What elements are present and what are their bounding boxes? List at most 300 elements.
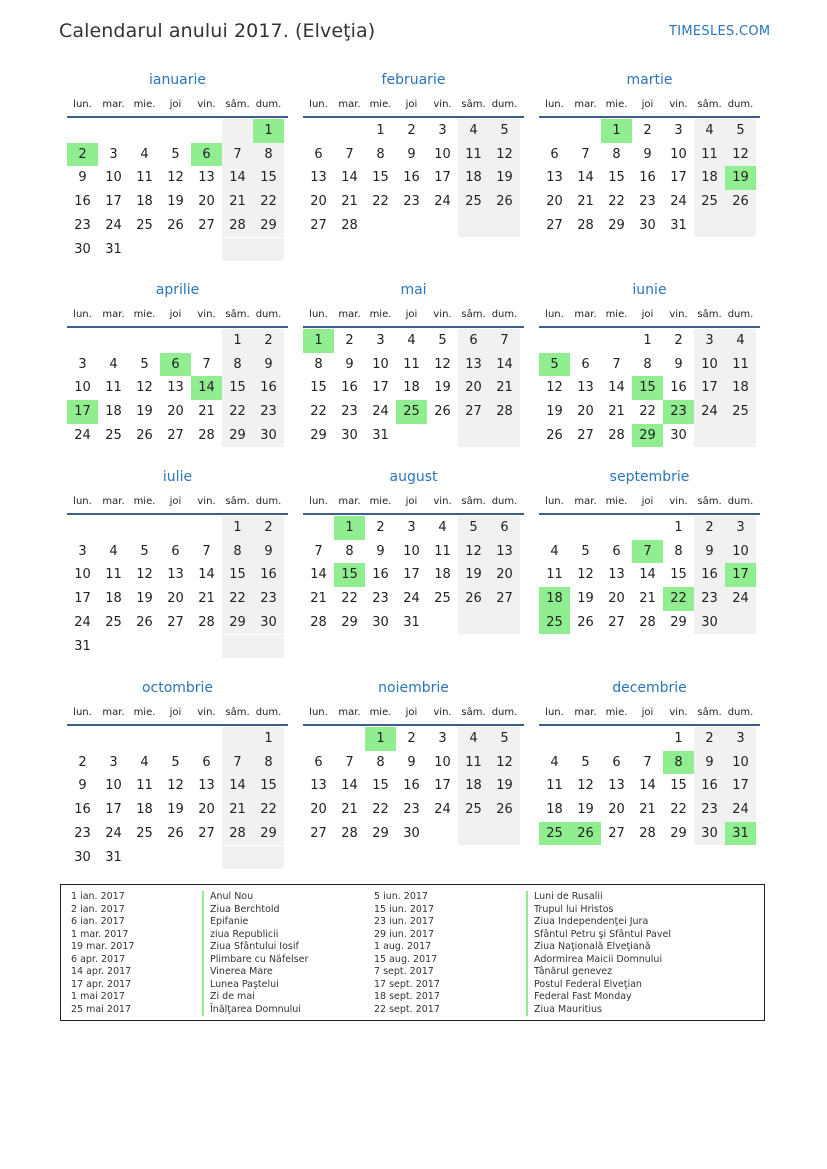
legend-date: 15 iun. 2017 [374, 903, 435, 915]
day-cell: 14 [639, 778, 656, 794]
empty-weekend-cell [489, 822, 520, 846]
day-cell: 9 [78, 170, 87, 186]
day-cell: 25 [694, 190, 725, 214]
day-cell: 27 [458, 400, 489, 424]
day-cell: 26 [489, 190, 520, 214]
month-rule [539, 116, 760, 118]
day-cell: 12 [167, 170, 184, 186]
month-rule [303, 116, 524, 118]
day-cell: 8 [643, 356, 652, 372]
weekday-label: vin. [433, 309, 452, 320]
day-cell: 3 [725, 516, 756, 540]
day-cell: 21 [577, 194, 594, 210]
day-cell: 5 [539, 353, 570, 377]
day-cell: 7 [345, 146, 354, 162]
day-cell: 1 [303, 329, 334, 353]
legend-name: Ziua Independenţei Jura [534, 916, 649, 927]
legend-date: 6 apr. 2017 [71, 953, 126, 965]
brand-link[interactable]: TIMESLES.COM [669, 24, 771, 39]
empty-weekend-cell [458, 214, 489, 238]
empty-weekend-cell [725, 424, 756, 448]
weekday-label: lun. [545, 309, 564, 320]
legend-name: Plimbare cu Näfelser [210, 953, 309, 965]
weekday-label: joi [405, 309, 418, 320]
empty-weekend-cell [458, 424, 489, 448]
day-cell: 17 [74, 591, 91, 607]
day-cell: 2 [643, 123, 652, 138]
weekday-label: joi [641, 496, 654, 507]
weekday-label: joi [641, 309, 654, 320]
day-cell: 17 [67, 400, 98, 424]
day-cell: 15 [632, 376, 663, 400]
day-cell: 26 [434, 404, 451, 420]
day-cell: 13 [310, 170, 327, 186]
day-cell: 18 [539, 587, 570, 611]
day-cell: 31 [105, 241, 122, 257]
weekday-label: sâm. [225, 707, 250, 718]
month-name: noiembrie [378, 680, 449, 696]
day-cell: 17 [105, 802, 122, 818]
day-cell: 22 [341, 591, 358, 607]
day-cell: 24 [670, 194, 687, 210]
legend-name: Ziua Mauritius [534, 1003, 602, 1015]
day-cell: 17 [434, 778, 451, 794]
day-cell: 7 [202, 356, 211, 372]
day-cell: 27 [310, 825, 327, 841]
weekday-label: dum. [727, 707, 754, 718]
day-cell: 11 [136, 170, 153, 186]
day-cell: 23 [74, 217, 91, 233]
weekday-label: vin. [433, 707, 452, 718]
day-cell: 9 [253, 540, 284, 564]
day-cell: 15 [253, 166, 284, 190]
day-cell: 10 [725, 540, 756, 564]
day-cell: 9 [694, 540, 725, 564]
legend-name: Trupul lui Hristos [534, 903, 614, 915]
day-cell: 27 [608, 614, 625, 630]
day-cell: 12 [136, 380, 153, 396]
legend-name: Tânărul genevez [534, 966, 613, 977]
day-cell: 18 [105, 591, 122, 607]
legend-date: 2 ian. 2017 [71, 903, 125, 915]
day-cell: 28 [639, 825, 656, 841]
day-cell: 23 [253, 400, 284, 424]
day-cell: 3 [78, 356, 87, 372]
legend-date: 1 mar. 2017 [71, 928, 129, 940]
day-cell: 15 [310, 380, 327, 396]
month-rule [303, 326, 524, 328]
day-cell: 19 [167, 802, 184, 818]
day-cell: 19 [489, 774, 520, 798]
day-cell: 24 [105, 825, 122, 841]
day-cell: 14 [489, 353, 520, 377]
day-cell: 1 [601, 119, 632, 143]
weekday-label: joi [405, 99, 418, 110]
weekday-label: vin. [669, 309, 688, 320]
day-cell: 29 [670, 614, 687, 630]
legend-date: 1 mai 2017 [71, 991, 125, 1002]
empty-weekend-cell [725, 611, 756, 635]
weekday-label: mie. [133, 309, 156, 320]
day-cell: 13 [608, 567, 625, 583]
day-cell: 20 [577, 404, 594, 420]
day-cell: 7 [345, 754, 354, 770]
day-cell: 2 [345, 333, 354, 348]
day-cell: 11 [546, 567, 563, 583]
day-cell: 4 [458, 119, 489, 143]
legend-color-bar [526, 891, 528, 1016]
weekday-label: joi [405, 496, 418, 507]
empty-weekend-cell [253, 238, 284, 262]
day-cell: 8 [345, 543, 354, 559]
weekday-label: lun. [545, 707, 564, 718]
day-cell: 19 [136, 591, 153, 607]
day-cell: 30 [372, 614, 389, 630]
day-cell: 16 [694, 774, 725, 798]
day-cell: 12 [167, 778, 184, 794]
day-cell: 3 [725, 727, 756, 751]
day-cell: 10 [694, 353, 725, 377]
day-cell: 16 [403, 170, 420, 186]
day-cell: 1 [674, 520, 683, 535]
month-rule [303, 513, 524, 515]
weekday-label: lun. [545, 99, 564, 110]
day-cell: 17 [694, 376, 725, 400]
day-cell: 1 [253, 727, 284, 751]
day-cell: 11 [105, 380, 122, 396]
legend-date: 23 iun. 2017 [374, 916, 435, 927]
day-cell: 29 [341, 614, 358, 630]
day-cell: 11 [105, 567, 122, 583]
day-cell: 18 [546, 802, 563, 818]
day-cell: 13 [198, 778, 215, 794]
day-cell: 12 [136, 567, 153, 583]
day-cell: 12 [725, 143, 756, 167]
day-cell: 26 [546, 427, 563, 443]
weekday-label: mar. [574, 309, 597, 320]
day-cell: 21 [310, 591, 327, 607]
day-cell: 27 [489, 587, 520, 611]
day-cell: 13 [458, 353, 489, 377]
weekday-label: dum. [727, 309, 754, 320]
weekday-label: lun. [309, 99, 328, 110]
day-cell: 13 [577, 380, 594, 396]
weekday-label: mie. [369, 309, 392, 320]
day-cell: 15 [670, 567, 687, 583]
weekday-label: mie. [133, 99, 156, 110]
weekday-label: mie. [369, 496, 392, 507]
day-cell: 15 [222, 376, 253, 400]
weekday-label: mie. [605, 496, 628, 507]
legend-name: Adormirea Maicii Domnului [534, 953, 663, 965]
day-cell: 5 [171, 754, 180, 770]
weekday-label: vin. [433, 99, 452, 110]
day-cell: 14 [341, 170, 358, 186]
day-cell: 30 [341, 427, 358, 443]
day-cell: 16 [341, 380, 358, 396]
day-cell: 17 [372, 380, 389, 396]
day-cell: 1 [376, 123, 385, 138]
day-cell: 27 [198, 217, 215, 233]
month-name: aprilie [155, 282, 200, 298]
day-cell: 6 [191, 143, 222, 167]
weekday-label: mar. [574, 707, 597, 718]
month-rule [539, 724, 760, 726]
day-cell: 10 [403, 543, 420, 559]
day-cell: 18 [105, 404, 122, 420]
weekday-label: joi [169, 309, 182, 320]
day-cell: 9 [643, 146, 652, 162]
weekday-label: mie. [369, 707, 392, 718]
day-cell: 14 [198, 567, 215, 583]
day-cell: 26 [570, 822, 601, 846]
day-cell: 11 [725, 353, 756, 377]
day-cell: 20 [608, 591, 625, 607]
day-cell: 1 [253, 119, 284, 143]
day-cell: 27 [167, 614, 184, 630]
day-cell: 22 [663, 587, 694, 611]
day-cell: 5 [581, 754, 590, 770]
day-cell: 11 [694, 143, 725, 167]
day-cell: 1 [222, 516, 253, 540]
weekday-label: vin. [197, 99, 216, 110]
day-cell: 14 [341, 778, 358, 794]
day-cell: 9 [407, 146, 416, 162]
day-cell: 26 [136, 427, 153, 443]
day-cell: 16 [639, 170, 656, 186]
day-cell: 28 [608, 427, 625, 443]
day-cell: 20 [310, 194, 327, 210]
day-cell: 13 [608, 778, 625, 794]
empty-weekend-cell [222, 727, 253, 751]
day-cell: 24 [434, 194, 451, 210]
day-cell: 30 [670, 427, 687, 443]
day-cell: 12 [434, 356, 451, 372]
weekday-label: lun. [309, 707, 328, 718]
weekday-label: lun. [73, 707, 92, 718]
day-cell: 11 [546, 778, 563, 794]
day-cell: 6 [458, 329, 489, 353]
weekday-label: dum. [727, 496, 754, 507]
day-cell: 21 [639, 591, 656, 607]
day-cell: 4 [140, 754, 149, 770]
weekday-label: dum. [491, 496, 518, 507]
day-cell: 24 [403, 591, 420, 607]
day-cell: 6 [171, 543, 180, 559]
day-cell: 15 [670, 778, 687, 794]
weekday-label: mar. [102, 707, 125, 718]
day-cell: 28 [310, 614, 327, 630]
day-cell: 4 [550, 543, 559, 559]
day-cell: 25 [105, 427, 122, 443]
day-cell: 26 [167, 217, 184, 233]
weekday-label: lun. [73, 99, 92, 110]
day-cell: 19 [725, 166, 756, 190]
legend-color-bar [202, 891, 204, 1016]
day-cell: 4 [438, 520, 447, 535]
day-cell: 8 [222, 540, 253, 564]
day-cell: 28 [489, 400, 520, 424]
day-cell: 22 [253, 798, 284, 822]
day-cell: 25 [539, 611, 570, 635]
day-cell: 12 [458, 540, 489, 564]
day-cell: 15 [372, 170, 389, 186]
day-cell: 15 [372, 778, 389, 794]
day-cell: 1 [222, 329, 253, 353]
empty-weekend-cell [489, 611, 520, 635]
empty-weekend-cell [222, 846, 253, 870]
weekday-label: dum. [727, 99, 754, 110]
day-cell: 21 [222, 190, 253, 214]
day-cell: 15 [253, 774, 284, 798]
day-cell: 23 [74, 825, 91, 841]
day-cell: 30 [74, 849, 91, 865]
day-cell: 14 [577, 170, 594, 186]
empty-weekend-cell [222, 119, 253, 143]
weekday-label: mar. [102, 309, 125, 320]
day-cell: 25 [458, 798, 489, 822]
day-cell: 23 [694, 587, 725, 611]
weekday-label: joi [169, 707, 182, 718]
day-cell: 6 [160, 353, 191, 377]
day-cell: 25 [136, 825, 153, 841]
day-cell: 9 [376, 543, 385, 559]
day-cell: 6 [581, 356, 590, 372]
day-cell: 31 [105, 849, 122, 865]
weekday-label: mar. [338, 707, 361, 718]
weekday-label: vin. [669, 99, 688, 110]
day-cell: 22 [639, 404, 656, 420]
day-cell: 28 [341, 825, 358, 841]
day-cell: 17 [670, 170, 687, 186]
weekday-label: mar. [102, 99, 125, 110]
day-cell: 23 [372, 591, 389, 607]
legend-date: 25 mai 2017 [71, 1003, 132, 1015]
day-cell: 10 [670, 146, 687, 162]
day-cell: 30 [694, 822, 725, 846]
day-cell: 12 [546, 380, 563, 396]
day-cell: 5 [171, 146, 180, 162]
day-cell: 21 [489, 376, 520, 400]
day-cell: 10 [434, 146, 451, 162]
day-cell: 22 [372, 802, 389, 818]
day-cell: 3 [376, 333, 385, 348]
day-cell: 8 [376, 754, 385, 770]
day-cell: 14 [222, 774, 253, 798]
day-cell: 3 [109, 146, 118, 162]
day-cell: 18 [136, 194, 153, 210]
day-cell: 5 [140, 356, 149, 372]
legend-date: 1 aug. 2017 [374, 941, 432, 952]
month-name: iunie [632, 282, 667, 298]
day-cell: 12 [577, 778, 594, 794]
weekday-label: joi [169, 99, 182, 110]
weekday-label: vin. [197, 707, 216, 718]
weekday-label: sâm. [225, 99, 250, 110]
day-cell: 20 [198, 194, 215, 210]
empty-weekend-cell [489, 214, 520, 238]
weekday-label: sâm. [697, 707, 722, 718]
day-cell: 23 [341, 404, 358, 420]
day-cell: 17 [434, 170, 451, 186]
day-cell: 6 [550, 146, 559, 162]
weekday-label: mar. [102, 496, 125, 507]
legend-date: 29 iun. 2017 [374, 928, 435, 940]
weekday-label: mie. [133, 707, 156, 718]
empty-weekend-cell [222, 238, 253, 262]
day-cell: 8 [612, 146, 621, 162]
day-cell: 7 [632, 540, 663, 564]
day-cell: 10 [434, 754, 451, 770]
day-cell: 22 [253, 190, 284, 214]
day-cell: 2 [694, 727, 725, 751]
day-cell: 21 [608, 404, 625, 420]
day-cell: 27 [608, 825, 625, 841]
weekday-label: mie. [605, 309, 628, 320]
day-cell: 29 [670, 825, 687, 841]
day-cell: 16 [670, 380, 687, 396]
day-cell: 8 [253, 143, 284, 167]
day-cell: 24 [725, 798, 756, 822]
day-cell: 25 [136, 217, 153, 233]
day-cell: 10 [105, 778, 122, 794]
day-cell: 23 [663, 400, 694, 424]
day-cell: 26 [136, 614, 153, 630]
day-cell: 23 [403, 802, 420, 818]
month-rule [67, 326, 288, 328]
day-cell: 4 [725, 329, 756, 353]
empty-weekend-cell [458, 822, 489, 846]
weekday-label: sâm. [225, 496, 250, 507]
day-cell: 7 [202, 543, 211, 559]
legend-date: 6 ian. 2017 [71, 916, 125, 927]
day-cell: 19 [136, 404, 153, 420]
month-rule [303, 724, 524, 726]
day-cell: 10 [725, 751, 756, 775]
day-cell: 9 [78, 778, 87, 794]
day-cell: 15 [334, 563, 365, 587]
day-cell: 28 [222, 214, 253, 238]
day-cell: 30 [253, 424, 284, 448]
day-cell: 21 [639, 802, 656, 818]
day-cell: 18 [458, 166, 489, 190]
day-cell: 10 [105, 170, 122, 186]
day-cell: 17 [105, 194, 122, 210]
month-name: martie [626, 72, 673, 88]
day-cell: 29 [608, 217, 625, 233]
weekday-label: mie. [369, 99, 392, 110]
day-cell: 23 [253, 587, 284, 611]
month-name: decembrie [612, 680, 687, 696]
day-cell: 24 [105, 217, 122, 233]
day-cell: 14 [608, 380, 625, 396]
legend-date: 18 sept. 2017 [374, 991, 440, 1002]
weekday-label: vin. [197, 496, 216, 507]
day-cell: 23 [694, 798, 725, 822]
empty-weekend-cell [489, 424, 520, 448]
legend-name: Epifanie [210, 916, 249, 927]
weekday-label: mar. [338, 309, 361, 320]
day-cell: 5 [489, 727, 520, 751]
day-cell: 29 [372, 825, 389, 841]
day-cell: 31 [670, 217, 687, 233]
day-cell: 8 [253, 751, 284, 775]
day-cell: 18 [434, 567, 451, 583]
weekday-label: sâm. [461, 707, 486, 718]
weekday-label: sâm. [461, 309, 486, 320]
day-cell: 31 [372, 427, 389, 443]
legend-name: Postul Federal Elveţian [534, 978, 642, 990]
